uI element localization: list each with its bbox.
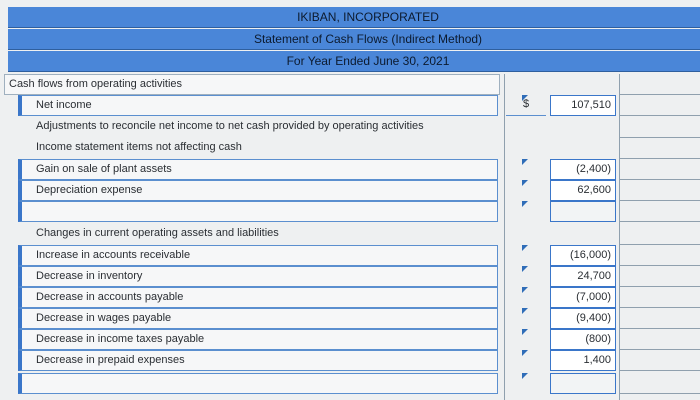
table-row [16, 266, 700, 287]
table-row [16, 201, 700, 222]
cell-marker-icon [522, 329, 528, 335]
extra-cell [620, 287, 700, 308]
amount-input[interactable]: (7,000) [550, 287, 616, 308]
row-label: Income statement items not affecting cash [36, 141, 242, 153]
extra-cell [620, 373, 700, 394]
row-label[interactable]: Increase in accounts receivable [18, 245, 498, 266]
extra-cell [620, 266, 700, 287]
extra-cell [620, 201, 700, 222]
statement-period: For Year Ended June 30, 2021 [286, 54, 450, 68]
row-label[interactable] [18, 201, 498, 222]
extra-cell [620, 74, 700, 95]
row-label[interactable]: Gain on sale of plant assets [18, 159, 498, 180]
extra-cell [620, 308, 700, 329]
table-row [16, 224, 700, 245]
cell-marker-icon [522, 180, 528, 186]
table-row [16, 287, 700, 308]
row-label[interactable]: Decrease in accounts payable [18, 287, 498, 308]
header-row-company [8, 7, 700, 28]
amount-input[interactable]: 24,700 [550, 266, 616, 287]
amount-input[interactable]: (9,400) [550, 308, 616, 329]
grid-divider [619, 74, 620, 400]
extra-cell [620, 117, 700, 138]
row-label: Adjustments to reconcile net income to net cash provided by operating activities [36, 120, 424, 132]
table-row [16, 180, 700, 201]
table-row [16, 308, 700, 329]
row-label[interactable]: Decrease in income taxes payable [18, 329, 498, 350]
row-label[interactable]: Decrease in inventory [18, 266, 498, 287]
grid-divider [504, 74, 505, 400]
cell-marker-icon [522, 245, 528, 251]
amount-input[interactable]: (2,400) [550, 159, 616, 180]
company-name: IKIBAN, INCORPORATED [297, 10, 439, 24]
row-label[interactable] [18, 373, 498, 394]
amount-input[interactable] [550, 201, 616, 222]
row-label[interactable]: Depreciation expense [18, 180, 498, 201]
extra-cell [620, 224, 700, 245]
table-row [16, 95, 700, 116]
amount-input[interactable]: (800) [550, 329, 616, 350]
cell-marker-icon [522, 159, 528, 165]
dollar-sign: $ [506, 95, 546, 116]
cell-marker-icon [522, 201, 528, 207]
cell-marker-icon [522, 308, 528, 314]
table-row [16, 373, 700, 394]
amount-input[interactable]: (16,000) [550, 245, 616, 266]
cell-marker-icon [522, 373, 528, 379]
cell-marker-icon [522, 287, 528, 293]
table-row [16, 350, 700, 371]
table-row [16, 138, 700, 159]
extra-cell [620, 138, 700, 159]
extra-cell [620, 350, 700, 371]
amount-input[interactable]: 62,600 [550, 180, 616, 201]
cell-marker-icon [522, 350, 528, 356]
table-row [9, 74, 700, 95]
extra-cell [620, 245, 700, 266]
amount-input[interactable]: 1,400 [550, 350, 616, 371]
extra-cell [620, 329, 700, 350]
row-label: Cash flows from operating activities [4, 74, 500, 95]
extra-cell [620, 180, 700, 201]
header-row-period [8, 51, 700, 72]
table-row [16, 117, 700, 138]
statement-title: Statement of Cash Flows (Indirect Method) [253, 32, 483, 46]
row-label: Changes in current operating assets and liabilities [36, 227, 279, 239]
extra-cell [620, 95, 700, 116]
header-row-statement [8, 29, 700, 50]
row-label[interactable]: Decrease in wages payable [18, 308, 498, 329]
extra-cell [620, 159, 700, 180]
row-label[interactable]: Net income [18, 95, 498, 116]
cell-marker-icon [522, 266, 528, 272]
table-row [16, 329, 700, 350]
table-row [16, 159, 700, 180]
table-row [16, 245, 700, 266]
row-label[interactable]: Decrease in prepaid expenses [18, 350, 498, 371]
amount-input[interactable] [550, 373, 616, 394]
amount-input[interactable]: 107,510 [550, 95, 616, 116]
